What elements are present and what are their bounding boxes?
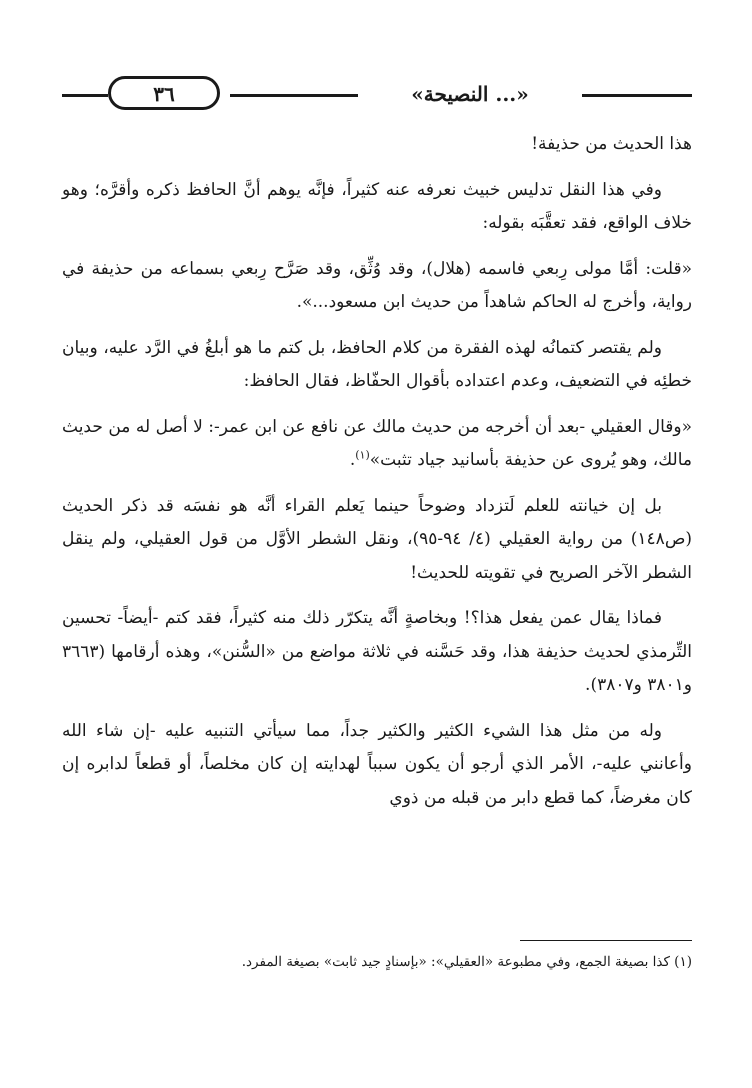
quotation-paragraph: «قلت: أمَّا مولى رِبعي فاسمه (هلال)، وقد وُثِّق، وقد صَرَّح رِبعي بسماعه من حذيفة في رواية، وأخرج له الحاكم شاهداً من حديث ابن مسعود...». <box>62 258 692 312</box>
body-text <box>62 128 692 827</box>
paragraph: بل إن خيانته للعلم لَتزداد وضوحاً حينما يَعلم القراء أنَّه هو نفسَه قد ذكر الحديث (ص١٤٨) من رواية العقيلي (٤/ ٩٤-٩٥)، ونقل الشطر الأوَّل من قول العقيلي، ولم ينقل الشطر الآخر الصريح في تقويته للحديث! <box>62 495 692 583</box>
paragraph: وله من مثل هذا الشيء الكثير والكثير جداً، مما سيأتي التنبيه عليه -إن شاء الله وأعانني عليه-، الأمر الذي أرجو أن يكون سبباً لهدايته إن كان مخلصاً، أو قطعاً لدابره إن كان مغرضاً، كما قطع دابر من قبله من ذوي <box>62 720 692 808</box>
footnote-reference[interactable]: (١) <box>355 448 370 462</box>
header-rule-right <box>582 94 692 97</box>
paragraph: ولم يقتصر كتمانُه لهذه الفقرة من كلام الحافظ، بل كتم ما هو أبلغُ في الرَّد عليه، وبيان خطئِه في التضعيف، وعدم اعتداده بأقوال الحفّاظ، فقال الحافظ: <box>62 337 692 391</box>
page-number: ٣٦ <box>108 76 220 110</box>
footnote-separator <box>520 940 692 941</box>
quotation-text: «وقال العقيلي -بعد أن أخرجه من حديث مالك عن نافع عن ابن عمر-: لا أصل له من حديث مالك، وهو يُروى عن حذيفة بأسانيد جياد تثبت» <box>62 416 692 470</box>
page-header <box>62 76 692 114</box>
header-rule-middle <box>230 94 358 97</box>
paragraph: فماذا يقال عمن يفعل هذا؟! وبخاصةٍ أنَّه يتكرّر ذلك منه كثيراً، فقد كتم -أيضاً- تحسين التِّرمذي لحديث حذيفة هذا، وقد حَسَّنه في ثلاثة مواضع من «السُّنن»، وهذه أرقامها (٣٦٦٣ و٣٨٠١ و٣٨٠٧). <box>62 608 692 695</box>
paragraph: وفي هذا النقل تدليس خبيث نعرفه عنه كثيراً، فإنَّه يوهم أنَّ الحافظ ذكره وأقرَّه؛ وهو خلاف الواقع، فقد تعقَّبَه بقوله: <box>62 179 692 233</box>
quotation-tail: . <box>349 450 356 470</box>
quotation-paragraph <box>62 411 692 478</box>
footnote: (١) كذا بصيغة الجمع، وفي مطبوعة «العقيلي»: «بإسنادٍ جيد ثابت» بصيغة المفرد. <box>241 954 692 970</box>
header-rule-left <box>62 94 108 97</box>
paragraph: هذا الحديث من حذيفة! <box>531 134 692 154</box>
running-title: «النصيحة ...» <box>411 82 529 106</box>
